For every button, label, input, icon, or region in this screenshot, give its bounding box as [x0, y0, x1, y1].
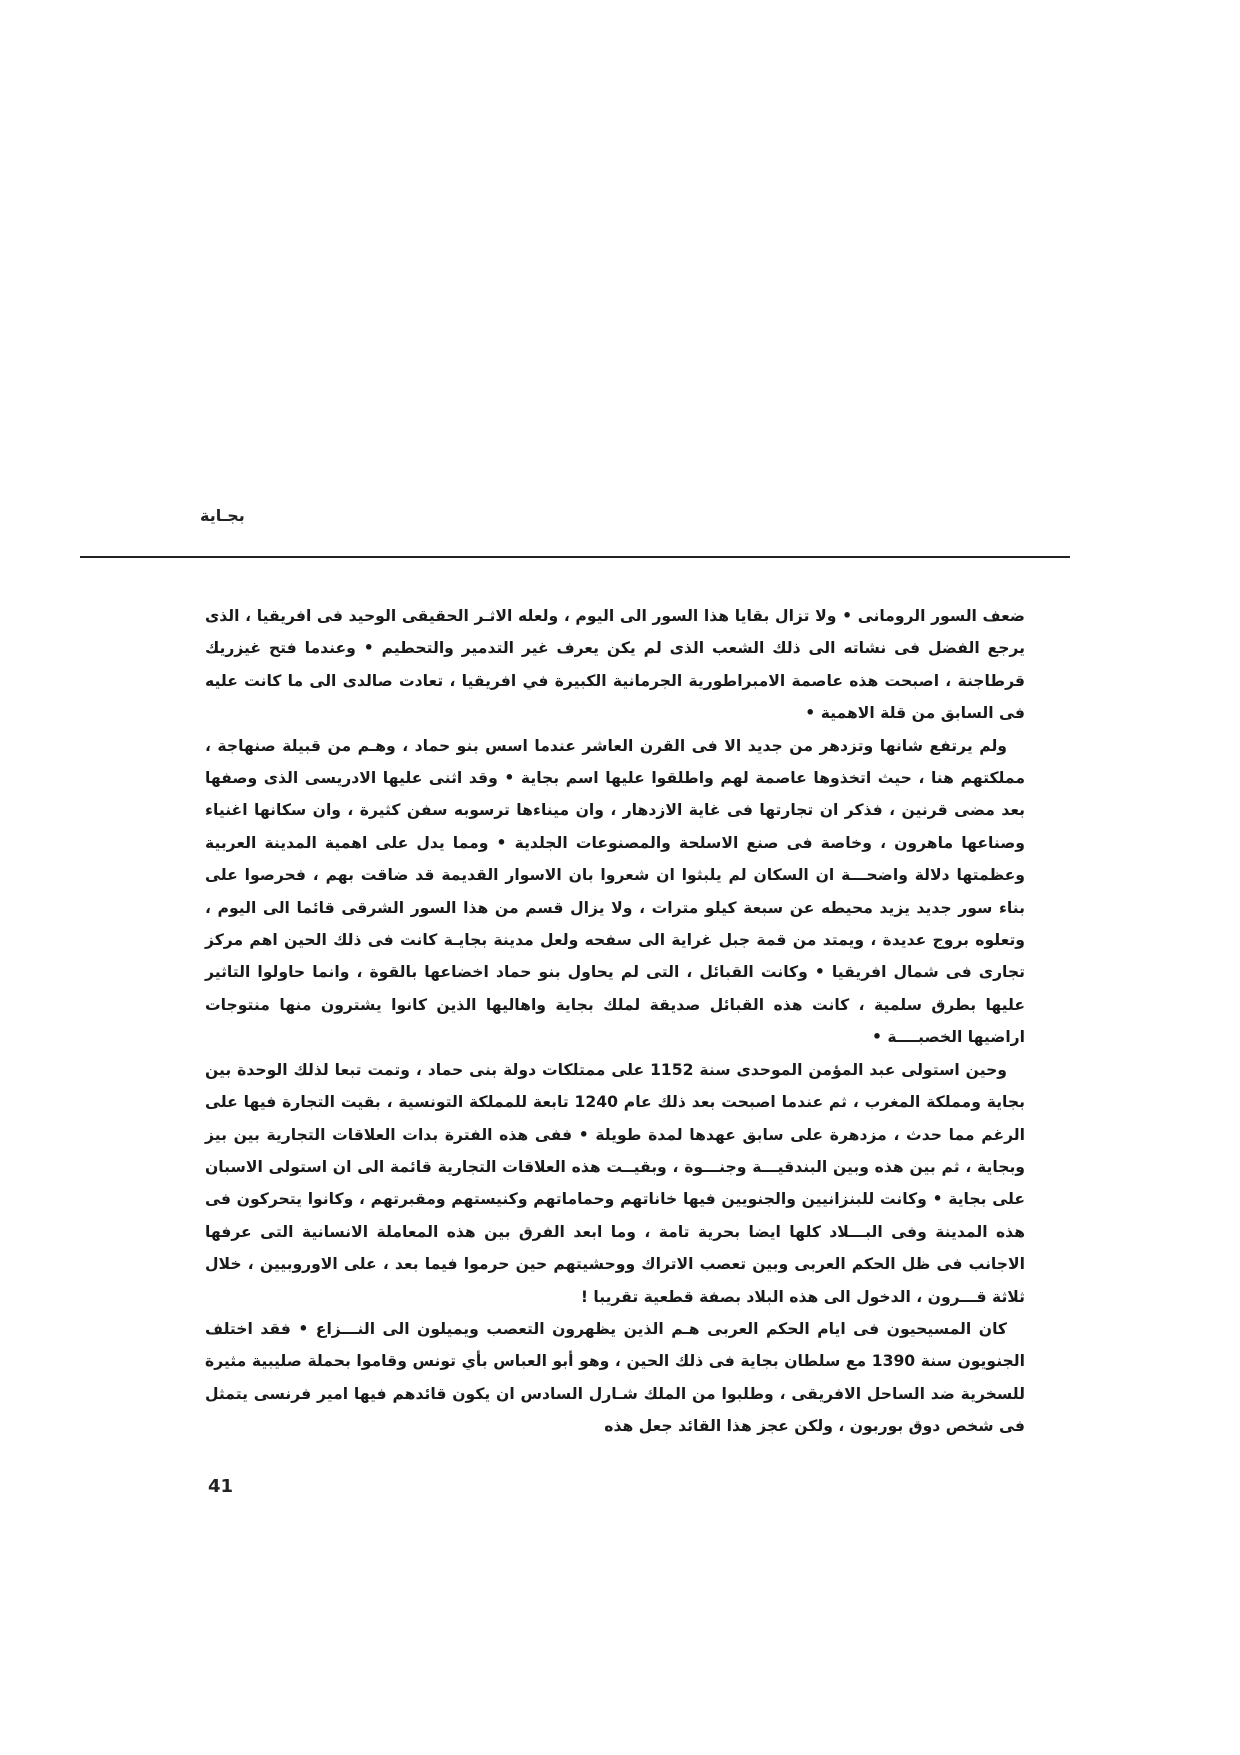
- body-text: [205, 600, 1025, 1443]
- running-header-title: بجـاية: [200, 506, 245, 525]
- paragraph-4: كان المسيحيون فى ايام الحكم العربى هـم الذين يظهرون التعصب ويميلون الى النـــزاع • فقد اختلف الجنويون سنة 1390 مع سلطان بجاية فى ذلك الحين ، وهو أبو العباس بأي تونس وقاموا بحملة صليبية مثيرة للسخرية ضد الساحل الافريقى ، وطلبوا من الملك شـارل السادس ان يكون قائدهم فيها امير فرنسى يتمثل فى شخص دوق بوربون ، ولكن عجز هذا القائد جعل هذه: [205, 1319, 1025, 1436]
- paragraph-1: ضعف السور الرومانى • ولا تزال بقايا هذا السور الى اليوم ، ولعله الاثـر الحقيقى الوحيد فى افريقيا ، الذى يرجع الفضل فى نشاته الى ذلك الشعب الذى لم يكن يعرف غير التدمير والتحطيم • وعندما فتح غيزريك قرطاجنة ، اصبحت هذه عاصمة الامبراطورية الجرمانية الكبيرة في افريقيا ، تعادت صالدى الى ما كانت عليه فى السابق من قلة الاهمية •: [205, 607, 1025, 723]
- paragraph-3: وحين استولى عبد المؤمن الموحدى سنة 1152 على ممتلكات دولة بنى حماد ، وتمت تبعا لذلك الوحدة بين بجاية ومملكة المغرب ، ثم عندما اصبحت بعد ذلك عام 1240 تابعة للمملكة التونسية ، بقيت التجارة فيها على الرغم مما حدث ، مزدهرة على سابق عهدها لمدة طويلة • ففى هذه الفترة بدات العلاقات التجارية بين بيز وبجاية ، ثم بين هذه وبين البندقيـــة وجنـــوة ، وبقيــت هذه العلاقات التجارية قائمة الى ان استولى الاسبان على بجاية • وكانت للبنزانيين والجنويين فيها خاناتهم وحماماتهم وكنيستهم ومقبرتهم ، وكانوا يتحركون فى هذه المدينة وفى البـــلاد كلها ايضا بحرية تامة ، وما ابعد الفرق بين هذه المعاملة الانسانية التى عرفها الاجانب فى ظل الحكم العربى وبين تعصب الاتراك ووحشيتهم حين حرموا فيما بعد ، على الاوروبيين ، خلال ثلاثة قـــرون ، الدخول الى هذه البلاد بصفة قطعية تقريبا !: [205, 1060, 1025, 1306]
- page-number: 41: [208, 1476, 234, 1497]
- paragraph-2: ولم يرتفع شانها وتزدهر من جديد الا فى القرن العاشر عندما اسس بنو حماد ، وهـم من قبيلة صنهاجة ، مملكتهم هنا ، حيث اتخذوها عاصمة لهم واطلقوا عليها اسم بجاية • وقد اثنى عليها الادريسى الذى وصفها بعد مضى قرنين ، فذكر ان تجارتها فى غاية الازدهار ، وان ميناءها ترسوبه سفن كثيرة ، وان سكانها اغنياء وصناعها ماهرون ، وخاصة فى صنع الاسلحة والمصنوعات الجلدية • ومما يدل على اهمية المدينة العربية وعظمتها دلالة واضحـــة ان السكان لم يلبثوا ان شعروا بان الاسوار القديمة قد ضاقت بهم ، فحرصوا على بناء سور جديد يزيد محيطه عن سبعة كيلو مترات ، ولا يزال قسم من هذا السور الشرقى قائما الى اليوم ، وتعلوه بروج عديدة ، ويمتد من قمة جبل غراية الى سفحه ولعل مدينة بجايـة كانت فى ذلك الحين اهم مركز تجارى فى شمال افريقيا • وكانت القبائل ، التى لم يحاول بنو حماد اخضاعها بالقوة ، وانما حاولوا التاثير عليها بطرق سلمية ، كانت هذه القبائل صديقة لملك بجاية واهاليها الذين كانوا يشترون منها منتوجات اراضيها الخصبــــة •: [205, 736, 1025, 1047]
- header-rule: [80, 556, 1070, 558]
